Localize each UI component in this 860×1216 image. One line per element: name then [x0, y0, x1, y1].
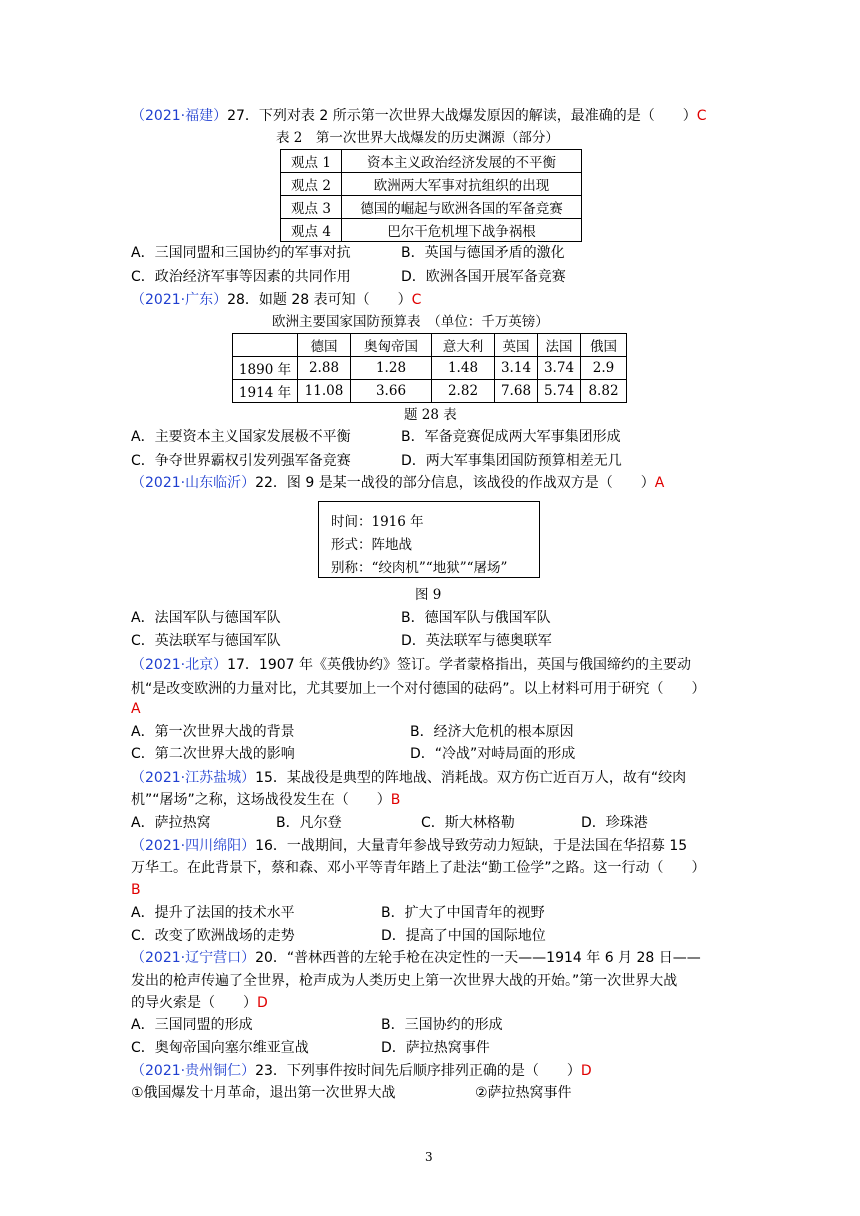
answer: A — [654, 475, 665, 491]
table-row: 1914 年 11.08 3.66 2.82 7.68 5.74 8.82 — [233, 380, 627, 403]
option-d: D．英法联军与德奥联军 — [401, 633, 552, 649]
option-a: A．第一次世界大战的背景 — [131, 724, 295, 740]
option-b: B．德国军队与俄国军队 — [401, 610, 551, 626]
option-b: B．三国协约的形成 — [381, 1017, 503, 1033]
question-16-stem: （2021·四川绵阳）16．一战期间，大量青年参战导致劳动力短缺，于是法国在华招募 15 — [131, 838, 688, 854]
event-item-1: ①俄国爆发十月革命，退出第一次世界大战 — [131, 1085, 396, 1101]
question-20-stem-cont: 发出的枪声传遍了全世界，枪声成为人类历史上第一次世界大战的开始。”第一次世界大战 — [131, 973, 678, 989]
table-caption: 题 28 表 — [404, 407, 457, 423]
answer: D — [580, 1063, 592, 1079]
option-b: B．经济大危机的根本原因 — [410, 724, 574, 740]
option-c: C．改变了欧洲战场的走势 — [131, 928, 295, 944]
option-a: A．三国同盟和三国协约的军事对抗 — [131, 245, 351, 261]
question-source: （2021·江苏盐城） — [131, 770, 256, 786]
table-28 — [232, 333, 627, 403]
option-c: C．争夺世界霸权引发列强军备竞赛 — [131, 453, 351, 469]
table-row: 观点 1 资本主义政治经济发展的不平衡 — [281, 150, 582, 173]
question-28-stem: （2021·广东）28．如题 28 表可知（ ）C — [131, 292, 422, 308]
option-a: A．三国同盟的形成 — [131, 1017, 253, 1033]
option-b: B．军备竞赛促成两大军事集团形成 — [401, 429, 621, 445]
option-d: D．“冷战”对峙局面的形成 — [410, 746, 576, 762]
figure-caption: 图 9 — [415, 587, 442, 603]
answer: C — [696, 108, 707, 124]
question-source: （2021·福建） — [131, 108, 228, 124]
option-a: A．萨拉热窝 — [131, 815, 211, 831]
table-2 — [280, 149, 582, 242]
option-d: D．欧洲各国开展军备竞赛 — [401, 269, 566, 285]
question-15-stem-cont: 机”“屠场”之称，这场战役发生在（ ）B — [131, 792, 401, 808]
answer: C — [411, 292, 422, 308]
option-d: D．珍珠港 — [581, 815, 648, 831]
table-row: 观点 2 欧洲两大军事对抗组织的出现 — [281, 173, 582, 196]
option-d: D．两大军事集团国防预算相差无几 — [401, 453, 622, 469]
table-row: 观点 4 巴尔干危机埋下战争祸根 — [281, 219, 582, 242]
option-b: B．凡尔登 — [276, 815, 342, 831]
question-source: （2021·北京） — [131, 657, 228, 673]
question-source: （2021·四川绵阳） — [131, 838, 256, 854]
question-17-stem: （2021·北京）17．1907 年《英俄协约》签订。学者蒙格指出，英国与俄国缔约的主要动 — [131, 657, 691, 673]
table-row: 1890 年 2.88 1.28 1.48 3.14 3.74 2.9 — [233, 357, 627, 380]
table-row: 德国 奥匈帝国 意大利 英国 法国 俄国 — [233, 334, 627, 357]
option-a: A．法国军队与德国军队 — [131, 610, 281, 626]
question-20-stem-end: 的导火索是（ ）D — [131, 995, 268, 1011]
option-d: D．提高了中国的国际地位 — [381, 928, 546, 944]
option-c: C．英法联军与德国军队 — [131, 633, 281, 649]
question-15-stem: （2021·江苏盐城）15．某战役是典型的阵地战、消耗战。双方伤亡近百万人，故有“绞肉 — [131, 770, 687, 786]
question-source: （2021·辽宁营口） — [131, 950, 256, 966]
option-c: C．政治经济军事等因素的共同作用 — [131, 269, 351, 285]
table-title: 表 2 第一次世界大战爆发的历史渊源（部分） — [276, 130, 559, 146]
question-source: （2021·贵州铜仁） — [131, 1063, 256, 1079]
option-b: B．扩大了中国青年的视野 — [381, 905, 545, 921]
answer: A — [131, 701, 141, 717]
table-row: 观点 3 德国的崛起与欧洲各国的军备竞赛 — [281, 196, 582, 219]
answer: B — [390, 792, 401, 808]
question-27-stem: （2021·福建）27．下列对表 2 所示第一次世界大战爆发原因的解读，最准确的是（ ）C — [131, 108, 707, 124]
figure-9-box: 时间：1916 年 形式：阵地战 别称：“绞肉机”“地狱”“屠场” — [318, 501, 540, 578]
option-c: C．斯大林格勒 — [421, 815, 515, 831]
event-item-2: ②萨拉热窝事件 — [475, 1085, 572, 1101]
question-20-stem: （2021·辽宁营口）20．“普林西普的左轮手枪在决定性的一天——1914 年 6 月 28 日—— — [131, 950, 701, 966]
question-16-stem-cont: 万华工。在此背景下，蔡和森、邓小平等青年踏上了赴法“勤工俭学”之路。这一行动（ ） — [131, 860, 706, 876]
option-c: C．奥匈帝国向塞尔维亚宣战 — [131, 1040, 309, 1056]
table-title: 欧洲主要国家国防预算表 （单位：千万英镑） — [272, 314, 549, 330]
question-17-stem-cont: 机“是改变欧洲的力量对比，尤其要加上一个对付德国的砝码”。以上材料可用于研究（ ） — [131, 681, 706, 697]
answer: B — [131, 882, 141, 898]
option-d: D．萨拉热窝事件 — [381, 1040, 490, 1056]
question-source: （2021·广东） — [131, 292, 228, 308]
option-c: C．第二次世界大战的影响 — [131, 746, 295, 762]
question-source: （2021·山东临沂） — [131, 475, 256, 491]
question-23-stem: （2021·贵州铜仁）23．下列事件按时间先后顺序排列正确的是（ ）D — [131, 1063, 592, 1079]
answer: D — [257, 995, 268, 1011]
question-22-stem: （2021·山东临沂）22．图 9 是某一战役的部分信息，该战役的作战双方是（ ）A — [131, 475, 665, 491]
option-a: A．主要资本主义国家发展极不平衡 — [131, 429, 351, 445]
page-number: 3 — [425, 1150, 433, 1164]
option-b: B．英国与德国矛盾的激化 — [401, 245, 565, 261]
option-a: A．提升了法国的技术水平 — [131, 905, 295, 921]
